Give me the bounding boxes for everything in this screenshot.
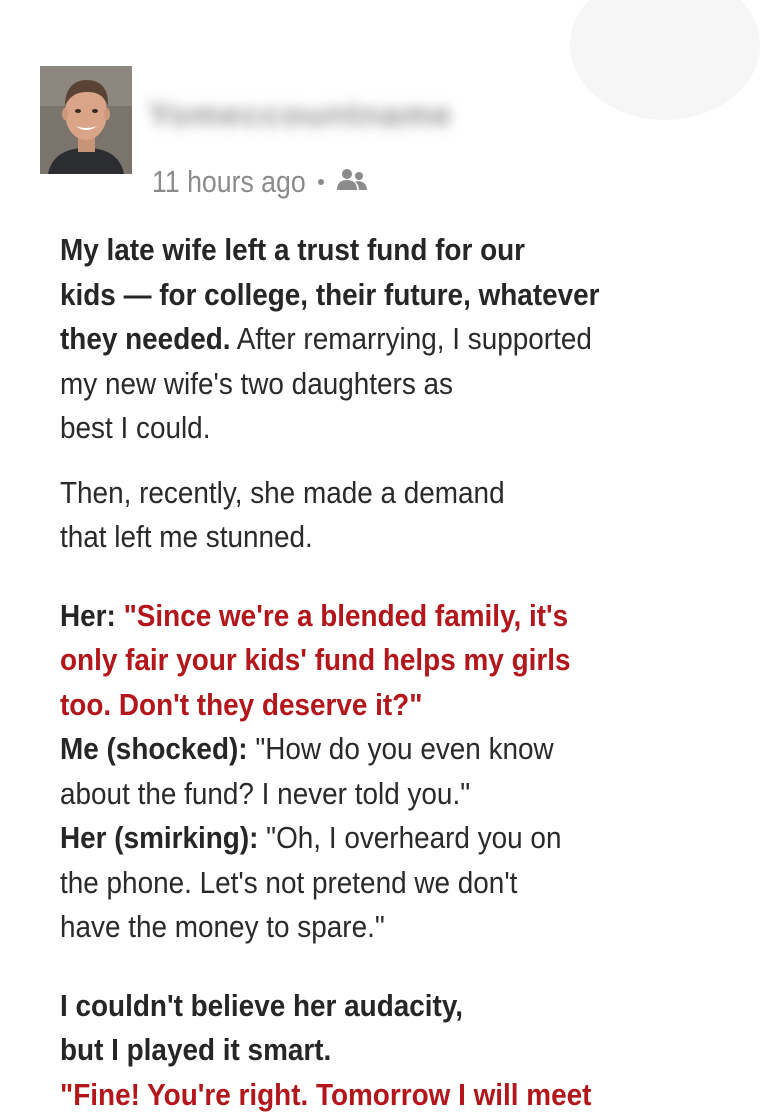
friends-icon[interactable] <box>336 164 368 200</box>
intro-line-3-normal: After remarrying, I supported <box>231 321 592 356</box>
intro-line-4: my new wife's two daughters as <box>60 362 681 407</box>
her-label: Her: <box>60 598 116 633</box>
author-name-text: Yomeccountname <box>148 96 452 134</box>
post-meta <box>152 164 368 200</box>
response-line-3: "Fine! You're right. Tomorrow I will meet <box>60 1073 681 1117</box>
user-avatar-photo-icon <box>40 66 132 174</box>
post-timestamp[interactable]: 11 hours ago <box>152 164 290 200</box>
intro-line-3-bold: they needed. <box>60 321 231 356</box>
post-body <box>60 228 680 1117</box>
response-line-1: I couldn't believe her audacity, <box>60 984 681 1029</box>
me-label: Me (shocked): <box>60 731 248 766</box>
paragraph-dialogue <box>60 594 681 950</box>
demand-line-2: that left me stunned. <box>60 515 681 560</box>
author-name[interactable] <box>148 96 443 134</box>
intro-line-5: best I could. <box>60 406 681 451</box>
her2-quote-line-2: the phone. Let's not pretend we don't <box>60 861 681 906</box>
her2-quote-line-1: "Oh, I overheard you on <box>258 820 561 855</box>
post-header <box>40 66 680 206</box>
intro-line-1: My late wife left a trust fund for our <box>60 228 681 273</box>
me-quote-line-1: "How do you even know <box>248 731 554 766</box>
paragraph-intro <box>60 228 681 451</box>
response-line-2: but I played it smart. <box>60 1028 681 1073</box>
her2-label: Her (smirking): <box>60 820 258 855</box>
her-quote-line-2: only fair your kids' fund helps my girls <box>60 638 681 683</box>
her-quote-line-3: too. Don't they deserve it?" <box>60 683 681 728</box>
me-quote-line-2: about the fund? I never told you." <box>60 772 681 817</box>
her2-quote-line-3: have the money to spare." <box>60 905 681 950</box>
meta-separator-dot <box>318 179 324 185</box>
paragraph-response <box>60 984 681 1117</box>
demand-line-1: Then, recently, she made a demand <box>60 471 681 516</box>
avatar[interactable] <box>40 66 132 174</box>
intro-line-2: kids — for college, their future, whatever <box>60 273 681 318</box>
her-quote-line-1: "Since we're a blended family, it's <box>116 598 568 633</box>
paragraph-demand <box>60 471 681 560</box>
